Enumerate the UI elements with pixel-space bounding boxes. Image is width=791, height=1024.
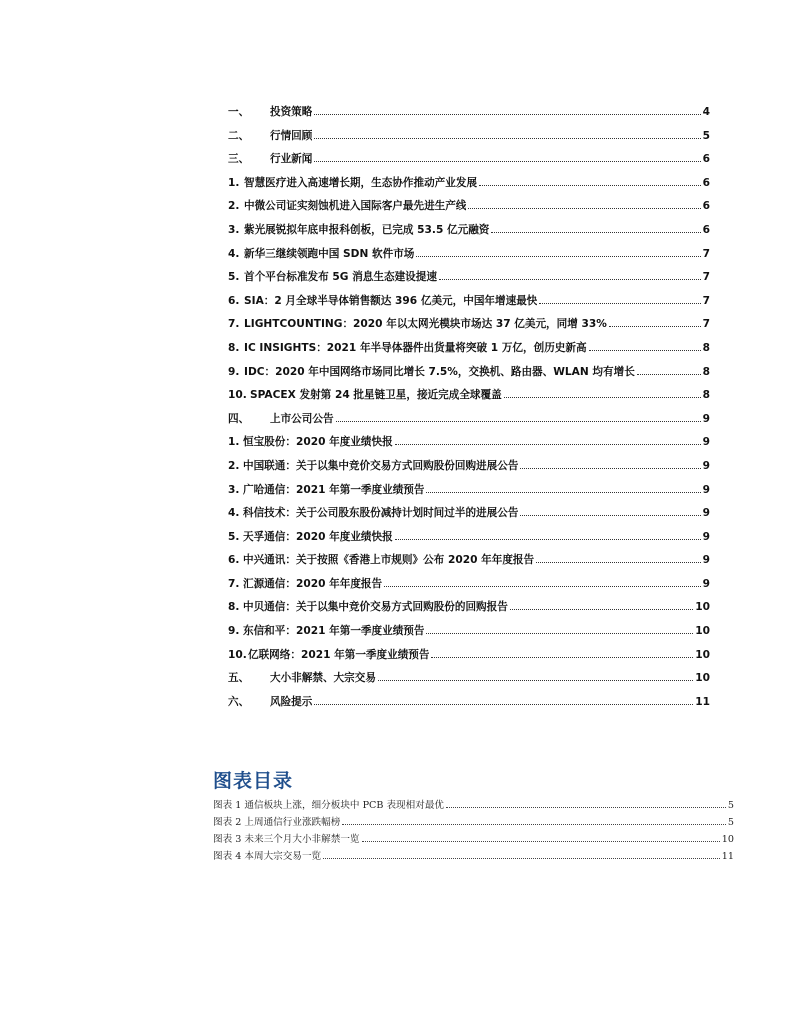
figure-entry-label: 图表 1 通信板块上涨，细分板块中 PCB 表现相对最优 (213, 800, 445, 811)
toc-entry[interactable] (228, 293, 710, 317)
toc-entry-page: 8 (702, 365, 710, 378)
figure-entry-page: 5 (727, 817, 734, 828)
toc-leader-dots (520, 468, 700, 469)
toc-leader-dots (479, 185, 701, 186)
toc-entry-number: 2. (228, 459, 240, 472)
toc-entry-title: LIGHTCOUNTING：2020 年以太网光模块市场达 37 亿美元，同增 33% (244, 318, 607, 331)
toc-entry-number: 7. (228, 577, 240, 590)
toc-entry-title: 行业新闻 (270, 153, 313, 166)
toc-entry-number: 四、 (228, 412, 250, 425)
toc-entry-page: 7 (702, 247, 710, 260)
toc-entry[interactable] (228, 434, 710, 458)
toc-entry-page: 9 (702, 577, 710, 590)
toc-entry[interactable] (228, 340, 710, 364)
toc-entry-page: 8 (702, 341, 710, 354)
toc-entry[interactable] (228, 175, 710, 199)
toc-entry-number: 3. (228, 223, 240, 236)
toc-entry-number: 1. (228, 436, 240, 449)
figure-entry-label: 图表 2 上周通信行业涨跌幅榜 (213, 817, 341, 828)
toc-entry-title: 中国联通：关于以集中竞价交易方式回购股份回购进展公告 (243, 459, 519, 472)
toc-leader-dots (504, 397, 701, 398)
toc-entry-title: 大小非解禁、大宗交易 (270, 672, 376, 685)
toc-leader-dots (384, 586, 701, 587)
toc-leader-dots (468, 208, 700, 209)
toc-entry[interactable] (228, 647, 710, 671)
table-of-contents (228, 104, 710, 717)
figure-leader-dots (323, 858, 720, 859)
toc-leader-dots (314, 161, 700, 162)
figure-entry[interactable] (213, 831, 734, 848)
toc-entry[interactable] (228, 411, 710, 435)
toc-entry[interactable] (228, 670, 710, 694)
toc-entry-title: 紫光展锐拟年底申报科创板，已完成 53.5 亿元融资 (244, 223, 490, 236)
toc-leader-dots (536, 562, 701, 563)
toc-entry[interactable] (228, 128, 710, 152)
toc-entry-title: SIA：2 月全球半导体销售额达 396 亿美元，中国年增速最快 (244, 294, 538, 307)
toc-entry[interactable] (228, 482, 710, 506)
toc-entry-title: 汇源通信：2020 年年度报告 (243, 577, 383, 590)
toc-entry-number: 10. (228, 648, 247, 661)
toc-leader-dots (589, 350, 701, 351)
toc-leader-dots (491, 232, 700, 233)
figure-list (213, 797, 734, 865)
toc-entry-title: 科信技术：关于公司股东股份减持计划时间过半的进展公告 (243, 507, 519, 520)
figure-leader-dots (362, 841, 720, 842)
toc-leader-dots (395, 444, 701, 445)
toc-entry-title: 亿联网络：2021 年第一季度业绩预告 (248, 648, 430, 661)
toc-entry-title: 投资策略 (270, 106, 313, 118)
toc-entry-number: 5. (228, 530, 240, 543)
toc-entry-number: 8. (228, 601, 240, 614)
toc-entry-page: 9 (702, 530, 710, 543)
toc-entry-number: 9. (228, 625, 240, 638)
toc-entry-page: 6 (702, 223, 710, 236)
toc-entry-title: 新华三继续领跑中国 SDN 软件市场 (244, 247, 415, 260)
toc-entry-page: 6 (702, 176, 710, 189)
toc-entry-title: IDC：2020 年中国网络市场同比增长 7.5%，交换机、路由器、WLAN 均有增长 (244, 365, 635, 378)
toc-entry-number: 7. (228, 318, 240, 331)
toc-leader-dots (314, 114, 700, 115)
toc-leader-dots (510, 609, 693, 610)
toc-entry[interactable] (228, 151, 710, 175)
figure-leader-dots (342, 824, 726, 825)
toc-entry-page: 6 (702, 153, 710, 166)
toc-leader-dots (439, 279, 701, 280)
toc-entry[interactable] (228, 599, 710, 623)
toc-entry-number: 三、 (228, 153, 250, 166)
toc-entry-page: 10 (695, 672, 710, 685)
toc-entry-title: 恒宝股份：2020 年度业绩快报 (243, 436, 393, 449)
toc-entry[interactable] (228, 387, 710, 411)
toc-entry-number: 6. (228, 554, 240, 567)
toc-entry-page: 10 (695, 648, 710, 661)
toc-entry-title: 风险提示 (270, 695, 313, 708)
toc-entry-title: 中贝通信：关于以集中竞价交易方式回购股份的回购报告 (243, 601, 508, 614)
figure-entry-page: 11 (721, 851, 734, 862)
toc-entry[interactable] (228, 505, 710, 529)
figures-heading: 图表目录 (213, 770, 294, 792)
toc-entry-number: 4. (228, 507, 240, 520)
toc-entry[interactable] (228, 104, 710, 128)
figure-entry-page: 5 (727, 800, 734, 811)
toc-entry-number: 一、 (228, 106, 250, 118)
toc-leader-dots (426, 492, 700, 493)
toc-entry[interactable] (228, 694, 710, 718)
toc-entry-page: 8 (702, 389, 710, 402)
toc-leader-dots (426, 633, 693, 634)
figure-leader-dots (446, 807, 726, 808)
toc-entry-page: 9 (702, 459, 710, 472)
toc-entry[interactable] (228, 269, 710, 293)
toc-entry-page: 9 (702, 507, 710, 520)
toc-entry-page: 4 (702, 106, 710, 118)
toc-entry-page: 7 (702, 271, 710, 284)
toc-entry-number: 六、 (228, 695, 250, 708)
toc-entry-page: 5 (702, 129, 710, 142)
toc-entry-number: 6. (228, 294, 240, 307)
toc-entry[interactable] (228, 458, 710, 482)
toc-entry[interactable] (228, 198, 710, 222)
toc-entry-title: 中微公司证实刻蚀机进入国际客户最先进生产线 (244, 200, 467, 213)
toc-entry-title: 中兴通讯：关于按照《香港上市规则》公布 2020 年年度报告 (243, 554, 535, 567)
toc-entry-title: 广哈通信：2021 年第一季度业绩预告 (243, 483, 425, 496)
toc-entry-number: 3. (228, 483, 240, 496)
toc-leader-dots (637, 374, 701, 375)
toc-entry[interactable] (228, 552, 710, 576)
figure-entry-label: 图表 4 本周大宗交易一览 (213, 851, 322, 862)
toc-entry-title: SPACEX 发射第 24 批星链卫星，接近完成全球覆盖 (250, 389, 502, 402)
toc-leader-dots (539, 303, 700, 304)
toc-entry[interactable] (228, 576, 710, 600)
toc-entry-page: 9 (702, 483, 710, 496)
toc-leader-dots (520, 515, 700, 516)
toc-entry-page: 9 (702, 412, 710, 425)
toc-entry-title: 首个平台标准发布 5G 消息生态建设提速 (244, 271, 437, 284)
toc-entry-title: 天孚通信：2020 年度业绩快报 (243, 530, 393, 543)
toc-leader-dots (416, 256, 700, 257)
toc-entry-number: 4. (228, 247, 240, 260)
figure-entry-label: 图表 3 未来三个月大小非解禁一览 (213, 834, 360, 845)
toc-leader-dots (314, 704, 693, 705)
toc-entry-page: 7 (702, 318, 710, 331)
toc-entry-number: 二、 (228, 129, 250, 142)
figure-entry[interactable] (213, 797, 734, 814)
toc-entry[interactable] (228, 316, 710, 340)
toc-entry-title: 东信和平：2021 年第一季度业绩预告 (243, 625, 425, 638)
toc-entry-page: 9 (702, 436, 710, 449)
toc-leader-dots (395, 539, 701, 540)
toc-entry-page: 10 (695, 601, 710, 614)
toc-leader-dots (336, 421, 701, 422)
toc-entry[interactable] (228, 623, 710, 647)
toc-entry-page: 6 (702, 200, 710, 213)
toc-entry[interactable] (228, 222, 710, 246)
toc-entry-page: 9 (702, 554, 710, 567)
toc-entry-number: 10. (228, 389, 247, 402)
toc-entry-number: 2. (228, 200, 240, 213)
toc-entry[interactable] (228, 529, 710, 553)
toc-entry-title: 行情回顾 (270, 129, 313, 142)
figure-entry[interactable] (213, 848, 734, 865)
toc-entry-title: 智慧医疗进入高速增长期，生态协作推动产业发展 (244, 176, 478, 189)
toc-entry-page: 10 (695, 625, 710, 638)
toc-entry-page: 7 (702, 294, 710, 307)
toc-entry-title: IC INSIGHTS：2021 年半导体器件出货量将突破 1 万亿，创历史新高 (244, 341, 587, 354)
toc-entry-number: 1. (228, 176, 240, 189)
toc-entry-number: 8. (228, 341, 240, 354)
figure-entry-page: 10 (721, 834, 734, 845)
toc-entry-page: 11 (695, 695, 710, 708)
toc-entry-number: 9. (228, 365, 240, 378)
toc-entry-title: 上市公司公告 (270, 412, 334, 425)
toc-leader-dots (431, 657, 693, 658)
figure-entry[interactable] (213, 814, 734, 831)
toc-entry-number: 五、 (228, 672, 250, 685)
toc-entry[interactable] (228, 246, 710, 270)
toc-entry[interactable] (228, 364, 710, 388)
toc-leader-dots (378, 680, 693, 681)
toc-leader-dots (609, 326, 701, 327)
toc-entry-number: 5. (228, 271, 240, 284)
toc-leader-dots (314, 138, 700, 139)
